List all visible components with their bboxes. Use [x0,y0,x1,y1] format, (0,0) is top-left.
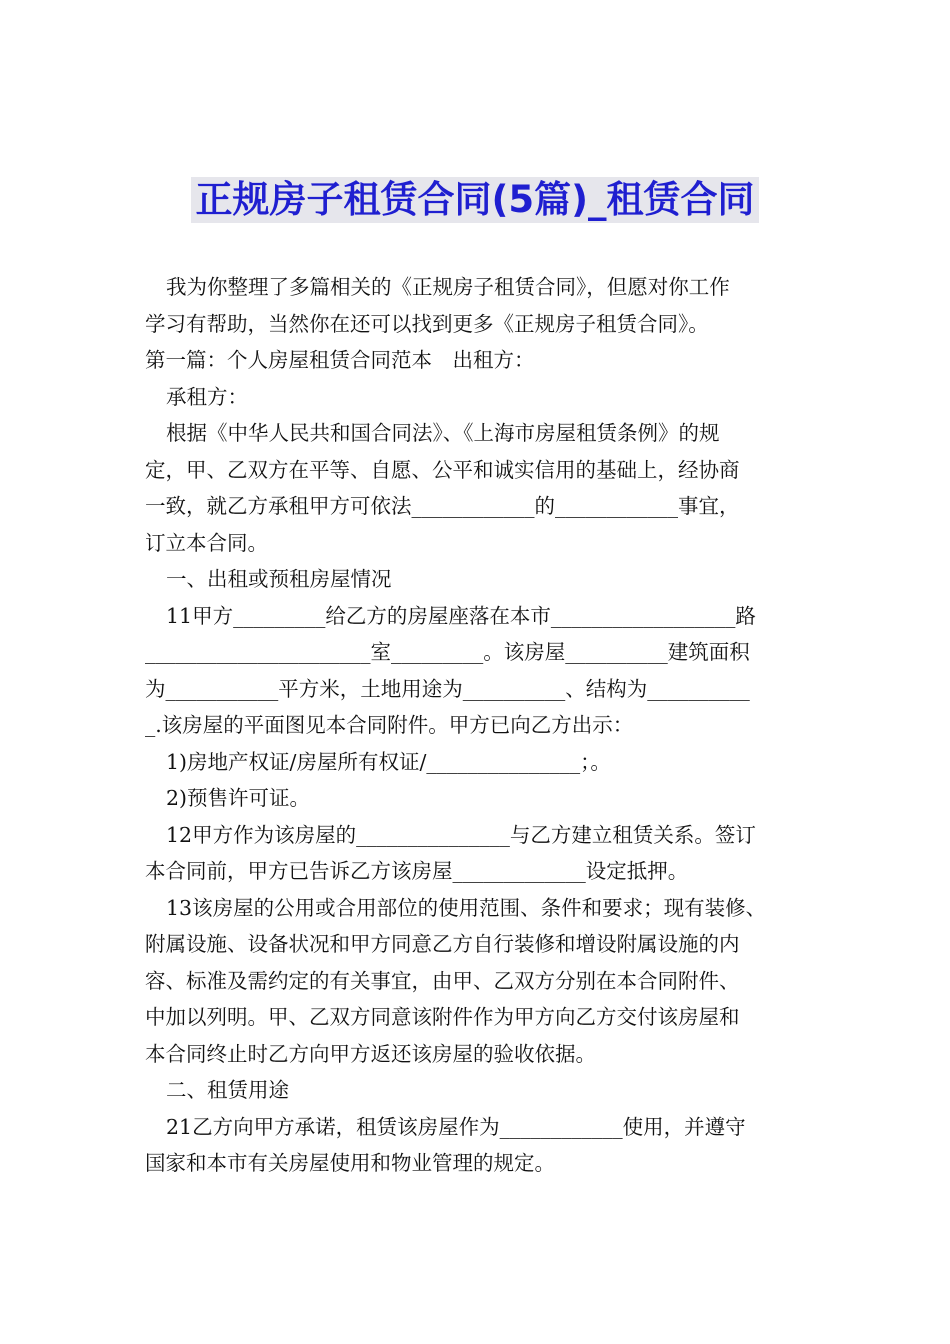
body-line: ______________________室_________。该房屋__________建筑面积 [145,640,750,664]
document-title: 正规房子租赁合同(5篇)_租赁合同 [191,177,758,223]
body-line: 一、出租或预租房屋情况 [166,567,392,591]
document-body [145,269,825,1182]
body-line: 我为你整理了多篇相关的《正规房子租赁合同》，但愿对你工作 [166,275,730,299]
body-line: 定，甲、乙双方在平等、自愿、公平和诚实信用的基础上，经协商 [145,457,740,482]
body-line: 21乙方向甲方承诺，租赁该房屋作为____________使用，并遵守 [166,1114,746,1139]
body-line: 国家和本市有关房屋使用和物业管理的规定。 [145,1151,555,1175]
body-line: 为___________平方米，土地用途为__________、结构为__________ [145,676,750,701]
body-line: 学习有帮助，当然你在还可以找到更多《正规房子租赁合同》。 [145,311,709,336]
body-line: 承租方： [166,384,248,409]
body-line: 二、租赁用途 [166,1078,289,1102]
body-line: 附属设施、设备状况和甲方同意乙方自行装修和增设附属设施的内 [145,932,740,956]
body-line: 1)房地产权证/房屋所有权证/_______________；。 [166,749,611,774]
body-line: 12甲方作为该房屋的_______________与乙方建立租赁关系。签订 [166,822,756,847]
body-line: 一致，就乙方承租甲方可依法____________的____________事宜， [145,494,740,518]
title-wrapper [0,177,950,223]
body-line: 中加以列明。甲、乙双方同意该附件作为甲方向乙方交付该房屋和 [145,1005,740,1029]
body-line: _.该房屋的平面图见本合同附件。甲方已向乙方出示： [145,713,634,737]
body-line: 2)预售许可证。 [166,786,311,810]
body-line: 根据《中华人民共和国合同法》、《上海市房屋租赁条例》的规 [166,421,720,445]
body-line: 订立本合同。 [145,530,268,555]
body-line: 第一篇：个人房屋租赁合同范本 出租方： [145,348,535,372]
body-line: 本合同前，甲方已告诉乙方该房屋_____________设定抵押。 [145,859,689,883]
body-line: 本合同终止时乙方向甲方返还该房屋的验收依据。 [145,1041,596,1066]
body-line: 13该房屋的公用或合用部位的使用范围、条件和要求；现有装修、 [166,895,767,920]
body-line: 11甲方_________给乙方的房屋座落在本市__________________路 [166,603,756,628]
body-line: 容、标准及需约定的有关事宜，由甲、乙双方分别在本合同附件、 [145,968,740,993]
